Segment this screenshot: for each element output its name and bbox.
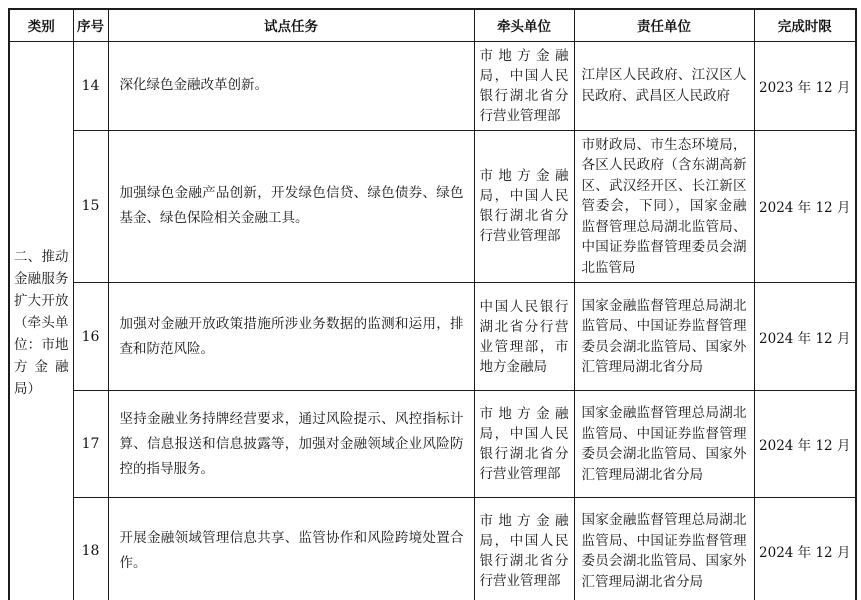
- deadline-cell: 2023 年 12 月: [754, 41, 856, 130]
- responsible-unit-cell: 市财政局、市生态环境局，各区人民政府（含东湖高新区、武汉经开区、长江新区管委会，下同），国家金融监督管理总局湖北监管局、中国证券监督管理委员会湖北监管局: [574, 130, 754, 283]
- deadline-cell: 2024 年 12 月: [754, 130, 856, 283]
- table-row-18: [9, 498, 856, 600]
- pilot-task-cell: 坚持金融业务持牌经营要求，通过风险提示、风控指标计算、信息报送和信息披露等，加强对金融领域企业风险防控的指导服务。: [108, 391, 474, 498]
- table-row-15: [9, 130, 856, 283]
- pilot-task-cell: 开展金融领域管理信息共享、监管协作和风险跨境处置合作。: [108, 498, 474, 600]
- pilot-tasks-table: [8, 8, 857, 600]
- responsible-unit-cell: 国家金融监督管理总局湖北监管局、中国证券监督管理委员会湖北监管局、国家外汇管理局湖北省分局: [574, 283, 754, 391]
- header-category: 类别: [9, 9, 73, 41]
- deadline-cell: 2024 年 12 月: [754, 283, 856, 391]
- pilot-task-cell: 深化绿色金融改革创新。: [108, 41, 474, 130]
- lead-unit-cell: 市地方金融局，中国人民银行湖北省分行营业管理部: [474, 391, 574, 498]
- header-serial-number: 序号: [73, 9, 108, 41]
- lead-unit-cell: 中国人民银行湖北省分行营业管理部，市地方金融局: [474, 283, 574, 391]
- table-row-16: [9, 283, 856, 391]
- header-lead-unit: 牵头单位: [474, 9, 574, 41]
- header-responsible-unit: 责任单位: [574, 9, 754, 41]
- serial-number-cell: 15: [73, 130, 108, 283]
- pilot-task-cell: 加强绿色金融产品创新，开发绿色信贷、绿色债券、绿色基金、绿色保险相关金融工具。: [108, 130, 474, 283]
- serial-number-cell: 17: [73, 391, 108, 498]
- deadline-cell: 2024 年 12 月: [754, 391, 856, 498]
- pilot-task-cell: 加强对金融开放政策措施所涉业务数据的监测和运用，排查和防范风险。: [108, 283, 474, 391]
- responsible-unit-cell: 江岸区人民政府、江汉区人民政府、武昌区人民政府: [574, 41, 754, 130]
- table-row-17: [9, 391, 856, 498]
- serial-number-cell: 14: [73, 41, 108, 130]
- serial-number-cell: 16: [73, 283, 108, 391]
- lead-unit-cell: 市地方金融局，中国人民银行湖北省分行营业管理部: [474, 41, 574, 130]
- deadline-cell: 2024 年 12 月: [754, 498, 856, 600]
- table-header-row: [9, 9, 856, 41]
- table-row-14: [9, 41, 856, 130]
- header-deadline: 完成时限: [754, 9, 856, 41]
- responsible-unit-cell: 国家金融监督管理总局湖北监管局、中国证券监督管理委员会湖北监管局、国家外汇管理局湖北省分局: [574, 391, 754, 498]
- lead-unit-cell: 市地方金融局，中国人民银行湖北省分行营业管理部: [474, 498, 574, 600]
- category-cell: 二、推动金融服务扩大开放（牵头单位：市地方金融局）: [9, 41, 73, 600]
- responsible-unit-cell: 国家金融监督管理总局湖北监管局、中国证券监督管理委员会湖北监管局、国家外汇管理局湖北省分局: [574, 498, 754, 600]
- lead-unit-cell: 市地方金融局，中国人民银行湖北省分行营业管理部: [474, 130, 574, 283]
- header-pilot-task: 试点任务: [108, 9, 474, 41]
- serial-number-cell: 18: [73, 498, 108, 600]
